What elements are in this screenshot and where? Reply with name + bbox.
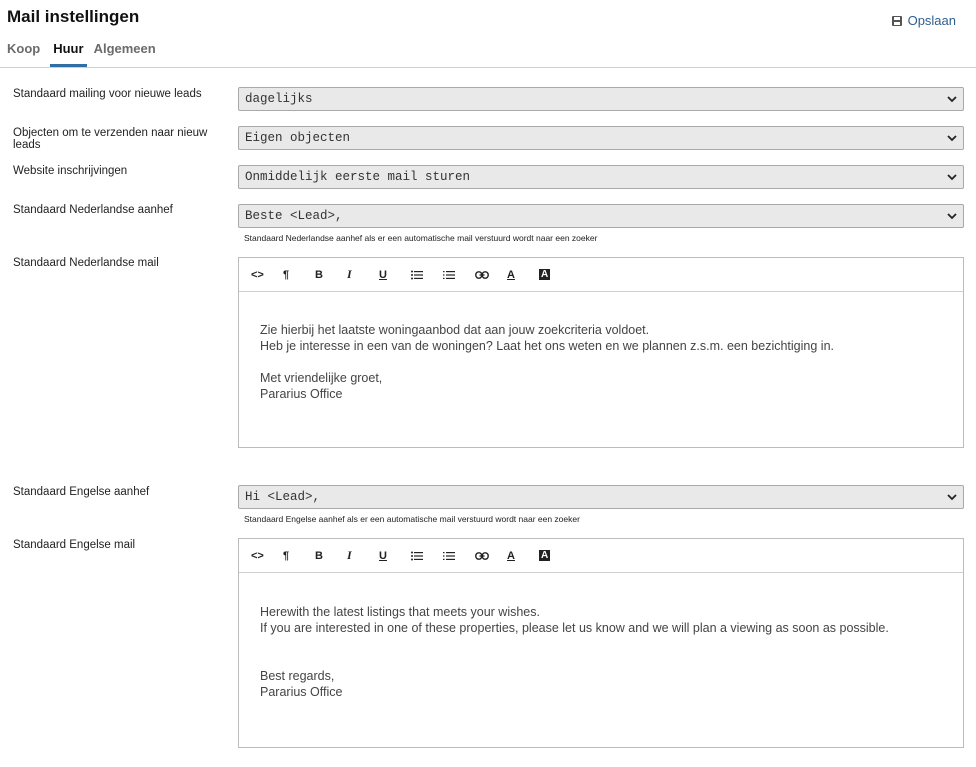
mailing-value: dagelijks (245, 92, 313, 106)
bold-icon[interactable]: B (315, 549, 323, 562)
numbered-list-icon[interactable] (443, 546, 475, 566)
en-mail-body[interactable] (239, 573, 963, 700)
italic-icon[interactable]: I (347, 267, 352, 281)
nl-mail-line: Heb je interesse in een van de woningen? Laat het ons weten en we plannen z.s.m. een bezichtiging in. (260, 339, 834, 353)
background-color-icon[interactable] (539, 265, 571, 285)
en-mail-line: Pararius Office (260, 685, 343, 699)
background-color-icon[interactable] (539, 546, 571, 566)
en-mail-line: Herewith the latest listings that meets your wishes. (260, 605, 540, 619)
en-salutation-value: Hi <Lead>, (245, 490, 321, 504)
bullet-list-icon[interactable] (411, 265, 443, 285)
save-button[interactable] (892, 13, 956, 28)
objects-label: Objecten om te verzenden naar nieuw leads (13, 127, 208, 151)
bold-icon[interactable]: B (315, 268, 323, 281)
website-label: Website inschrijvingen (13, 165, 128, 177)
paragraph-icon[interactable]: ¶ (283, 549, 290, 562)
en-salutation-label: Standaard Engelse aanhef (13, 486, 150, 498)
objects-select[interactable] (238, 126, 964, 150)
nl-salutation-hint: Standaard Nederlandse aanhef als er een automatische mail verstuurd wordt naar een zoeker (244, 233, 598, 243)
text-color-icon[interactable]: A (507, 268, 515, 281)
mailing-label: Standaard mailing voor nieuwe leads (13, 88, 202, 100)
save-icon (892, 16, 902, 26)
background-color-glyph: A (541, 269, 549, 280)
website-value: Onmiddelijk eerste mail sturen (245, 170, 471, 184)
chevron-down-icon (947, 492, 957, 502)
en-mail-line: If you are interested in one of these properties, please let us know and we will plan a viewing as soon as possible. (260, 621, 889, 635)
nl-mail-line: Pararius Office (260, 387, 343, 401)
nl-salutation-label: Standaard Nederlandse aanhef (13, 204, 173, 216)
link-icon[interactable] (475, 546, 507, 566)
en-salutation-hint: Standaard Engelse aanhef als er een automatische mail verstuurd wordt naar een zoeker (244, 514, 580, 524)
website-select[interactable] (238, 165, 964, 189)
en-mail-label: Standaard Engelse mail (13, 539, 136, 551)
nl-salutation-value: Beste <Lead>, (245, 209, 343, 223)
underline-icon[interactable]: U (379, 549, 387, 562)
underline-icon[interactable]: U (379, 268, 387, 281)
en-salutation-select[interactable] (238, 485, 964, 509)
chevron-down-icon (947, 94, 957, 104)
tab-koop[interactable]: Koop (7, 41, 41, 56)
paragraph-icon[interactable]: ¶ (283, 268, 290, 281)
tab-algemeen[interactable]: Algemeen (93, 41, 156, 56)
nl-mail-label: Standaard Nederlandse mail (13, 257, 159, 269)
tab-divider (0, 67, 976, 68)
save-label: Opslaan (907, 13, 956, 28)
code-icon[interactable]: <> (251, 268, 264, 281)
nl-mail-line: Met vriendelijke groet, (260, 371, 383, 385)
editor-toolbar (239, 258, 963, 292)
tab-huur[interactable]: Huur (50, 41, 86, 67)
tab-bar (7, 41, 169, 67)
chevron-down-icon (947, 172, 957, 182)
editor-toolbar (239, 539, 963, 573)
background-color-glyph: A (541, 550, 549, 561)
mailing-select[interactable] (238, 87, 964, 111)
bullet-list-icon[interactable] (411, 546, 443, 566)
en-mail-line: Best regards, (260, 669, 335, 683)
chevron-down-icon (947, 133, 957, 143)
code-icon[interactable]: <> (251, 549, 264, 562)
objects-value: Eigen objecten (245, 131, 351, 145)
link-icon[interactable] (475, 265, 507, 285)
en-mail-editor[interactable] (238, 538, 964, 748)
numbered-list-icon[interactable] (443, 265, 475, 285)
chevron-down-icon (947, 211, 957, 221)
nl-salutation-select[interactable] (238, 204, 964, 228)
page-title: Mail instellingen (7, 7, 140, 26)
nl-mail-editor[interactable] (238, 257, 964, 448)
text-color-icon[interactable]: A (507, 549, 515, 562)
nl-mail-body[interactable] (239, 292, 963, 402)
nl-mail-line: Zie hierbij het laatste woningaanbod dat aan jouw zoekcriteria voldoet. (260, 323, 650, 337)
italic-icon[interactable]: I (347, 548, 352, 562)
